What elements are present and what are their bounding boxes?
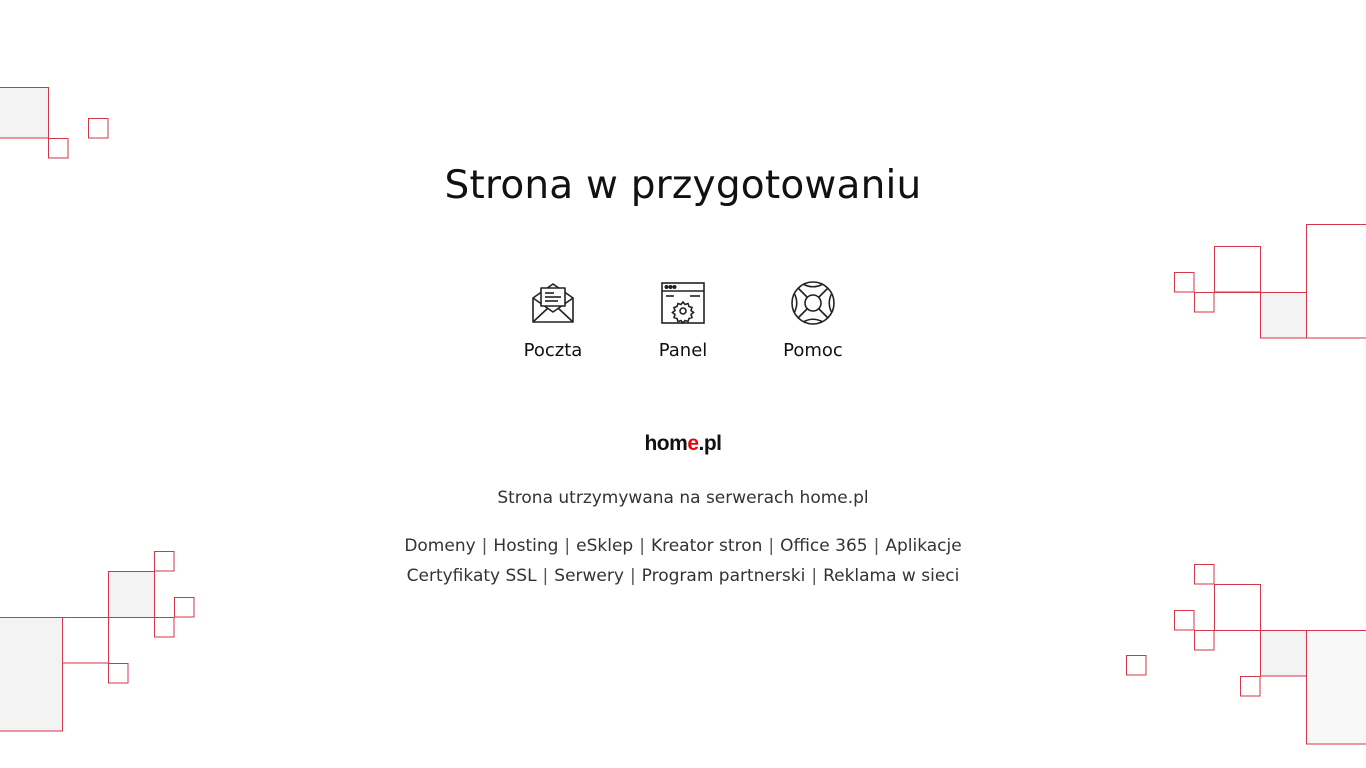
tile-pomoc[interactable] bbox=[748, 280, 878, 361]
hosted-text: Strona utrzymywana na serwerach home.pl bbox=[497, 488, 869, 508]
separator: | bbox=[481, 536, 488, 556]
separator: | bbox=[629, 566, 636, 586]
logo-accent: e bbox=[687, 432, 699, 455]
quick-links bbox=[0, 280, 1366, 361]
link-kreator-stron[interactable]: Kreator stron bbox=[650, 536, 763, 556]
link-reklama-w-sieci[interactable]: Reklama w sieci bbox=[823, 566, 960, 586]
separator: | bbox=[542, 566, 549, 586]
footer-links-row2 bbox=[0, 566, 1366, 586]
browser-gear-icon bbox=[660, 280, 706, 326]
lifebuoy-icon bbox=[790, 280, 836, 326]
link-domeny[interactable]: Domeny bbox=[404, 536, 476, 556]
tile-label: Pomoc bbox=[783, 340, 843, 361]
link-office-365[interactable]: Office 365 bbox=[780, 536, 868, 556]
separator: | bbox=[768, 536, 775, 556]
home-pl-logo[interactable] bbox=[0, 432, 1366, 456]
tile-label: Panel bbox=[658, 340, 708, 361]
link-esklep[interactable]: eSklep bbox=[576, 536, 634, 556]
separator: | bbox=[639, 536, 645, 556]
page-title: Strona w przygotowaniu bbox=[444, 163, 922, 208]
separator: | bbox=[873, 536, 880, 556]
logo-part1: hom bbox=[644, 432, 688, 455]
link-serwery[interactable]: Serwery bbox=[554, 566, 624, 586]
separator: | bbox=[811, 566, 818, 586]
tile-poczta[interactable] bbox=[488, 280, 618, 361]
link-program-partnerski[interactable]: Program partnerski bbox=[641, 566, 806, 586]
separator: | bbox=[564, 536, 571, 556]
link-hosting[interactable]: Hosting bbox=[493, 536, 559, 556]
tile-label: Poczta bbox=[523, 340, 583, 361]
tile-panel[interactable] bbox=[618, 280, 748, 361]
logo-part2: .pl bbox=[698, 432, 722, 455]
footer-links-row1 bbox=[0, 536, 1366, 556]
envelope-icon bbox=[530, 280, 576, 326]
link-aplikacje[interactable]: Aplikacje bbox=[885, 536, 962, 556]
link-certyfikaty-ssl[interactable]: Certyfikaty SSL bbox=[406, 566, 537, 586]
